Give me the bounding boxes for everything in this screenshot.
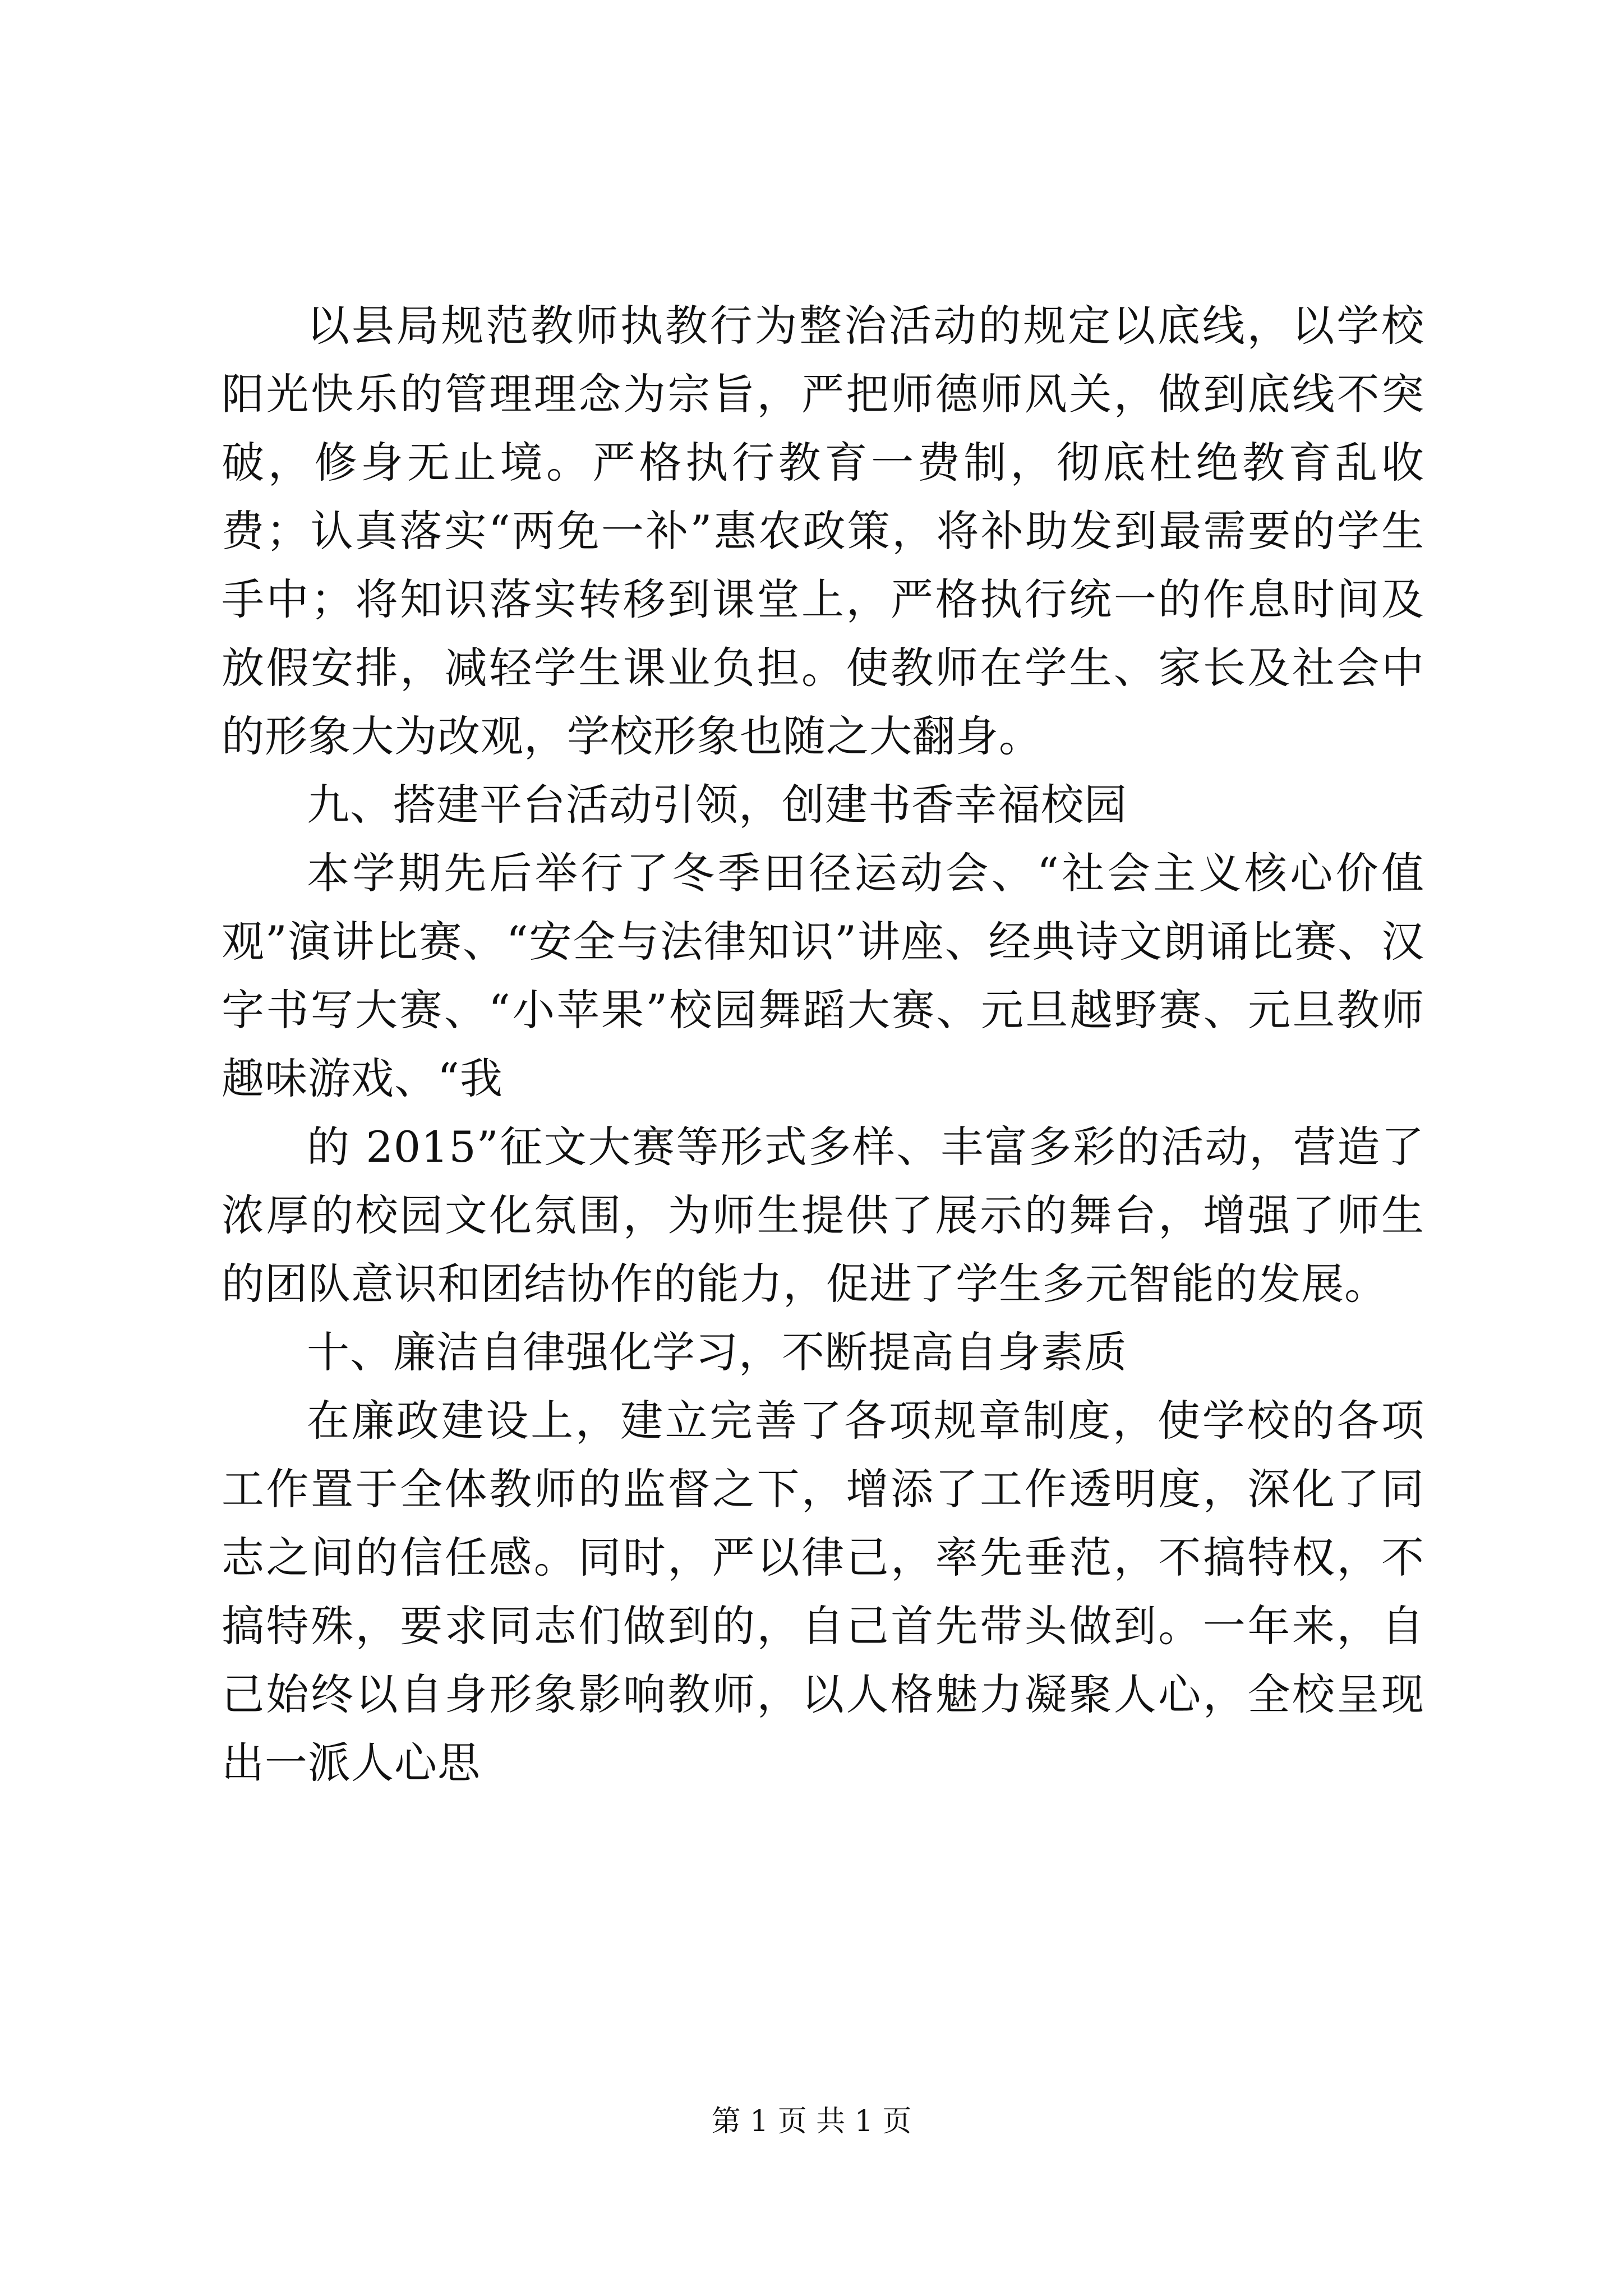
paragraph-activities: 本学期先后举行了冬季田径运动会、“社会主义核心价值观”演讲比赛、“安全与法律知识”讲座、经典诗文朗诵比赛、汉字书写大赛、“小苹果”校园舞蹈大赛、元旦越野赛、元旦教师趣味游戏、“我	[222, 848, 1424, 1103]
page-footer: 第 1 页 共 1 页	[711, 2105, 912, 2138]
document-body	[222, 292, 1424, 1797]
section-heading-ten: 十、廉洁自律强化学习，不断提高自身素质	[307, 1327, 1127, 1377]
paragraph-activities-continued: 的 2015”征文大赛等形式多样、丰富多彩的活动，营造了浓厚的校园文化氛围，为师生提供了展示的舞台，增强了师生的团队意识和团结协作的能力，促进了学生多元智能的发展。	[222, 1122, 1424, 1309]
paragraph-integrity: 在廉政建设上，建立完善了各项规章制度，使学校的各项工作置于全体教师的监督之下，增添了工作透明度，深化了同志之间的信任感。同时，严以律己，率先垂范，不搞特权，不搞特殊，要求同志们做到的，自己首先带头做到。一年来，自己始终以自身形象影响教师，以人格魅力凝聚人心，全校呈现出一派人心思	[222, 1396, 1424, 1788]
paragraph-discipline: 以县局规范教师执教行为整治活动的规定以底线，以学校阳光快乐的管理理念为宗旨，严把师德师风关，做到底线不突破，修身无止境。严格执行教育一费制，彻底杜绝教育乱收费；认真落实“两免一补”惠农政策，将补助发到最需要的学生手中；将知识落实转移到课堂上，严格执行统一的作息时间及放假安排，减轻学生课业负担。使教师在学生、家长及社会中的形象大为改观，学校形象也随之大翻身。	[222, 301, 1424, 761]
section-heading-nine: 九、搭建平台活动引领，创建书香幸福校园	[307, 780, 1127, 830]
